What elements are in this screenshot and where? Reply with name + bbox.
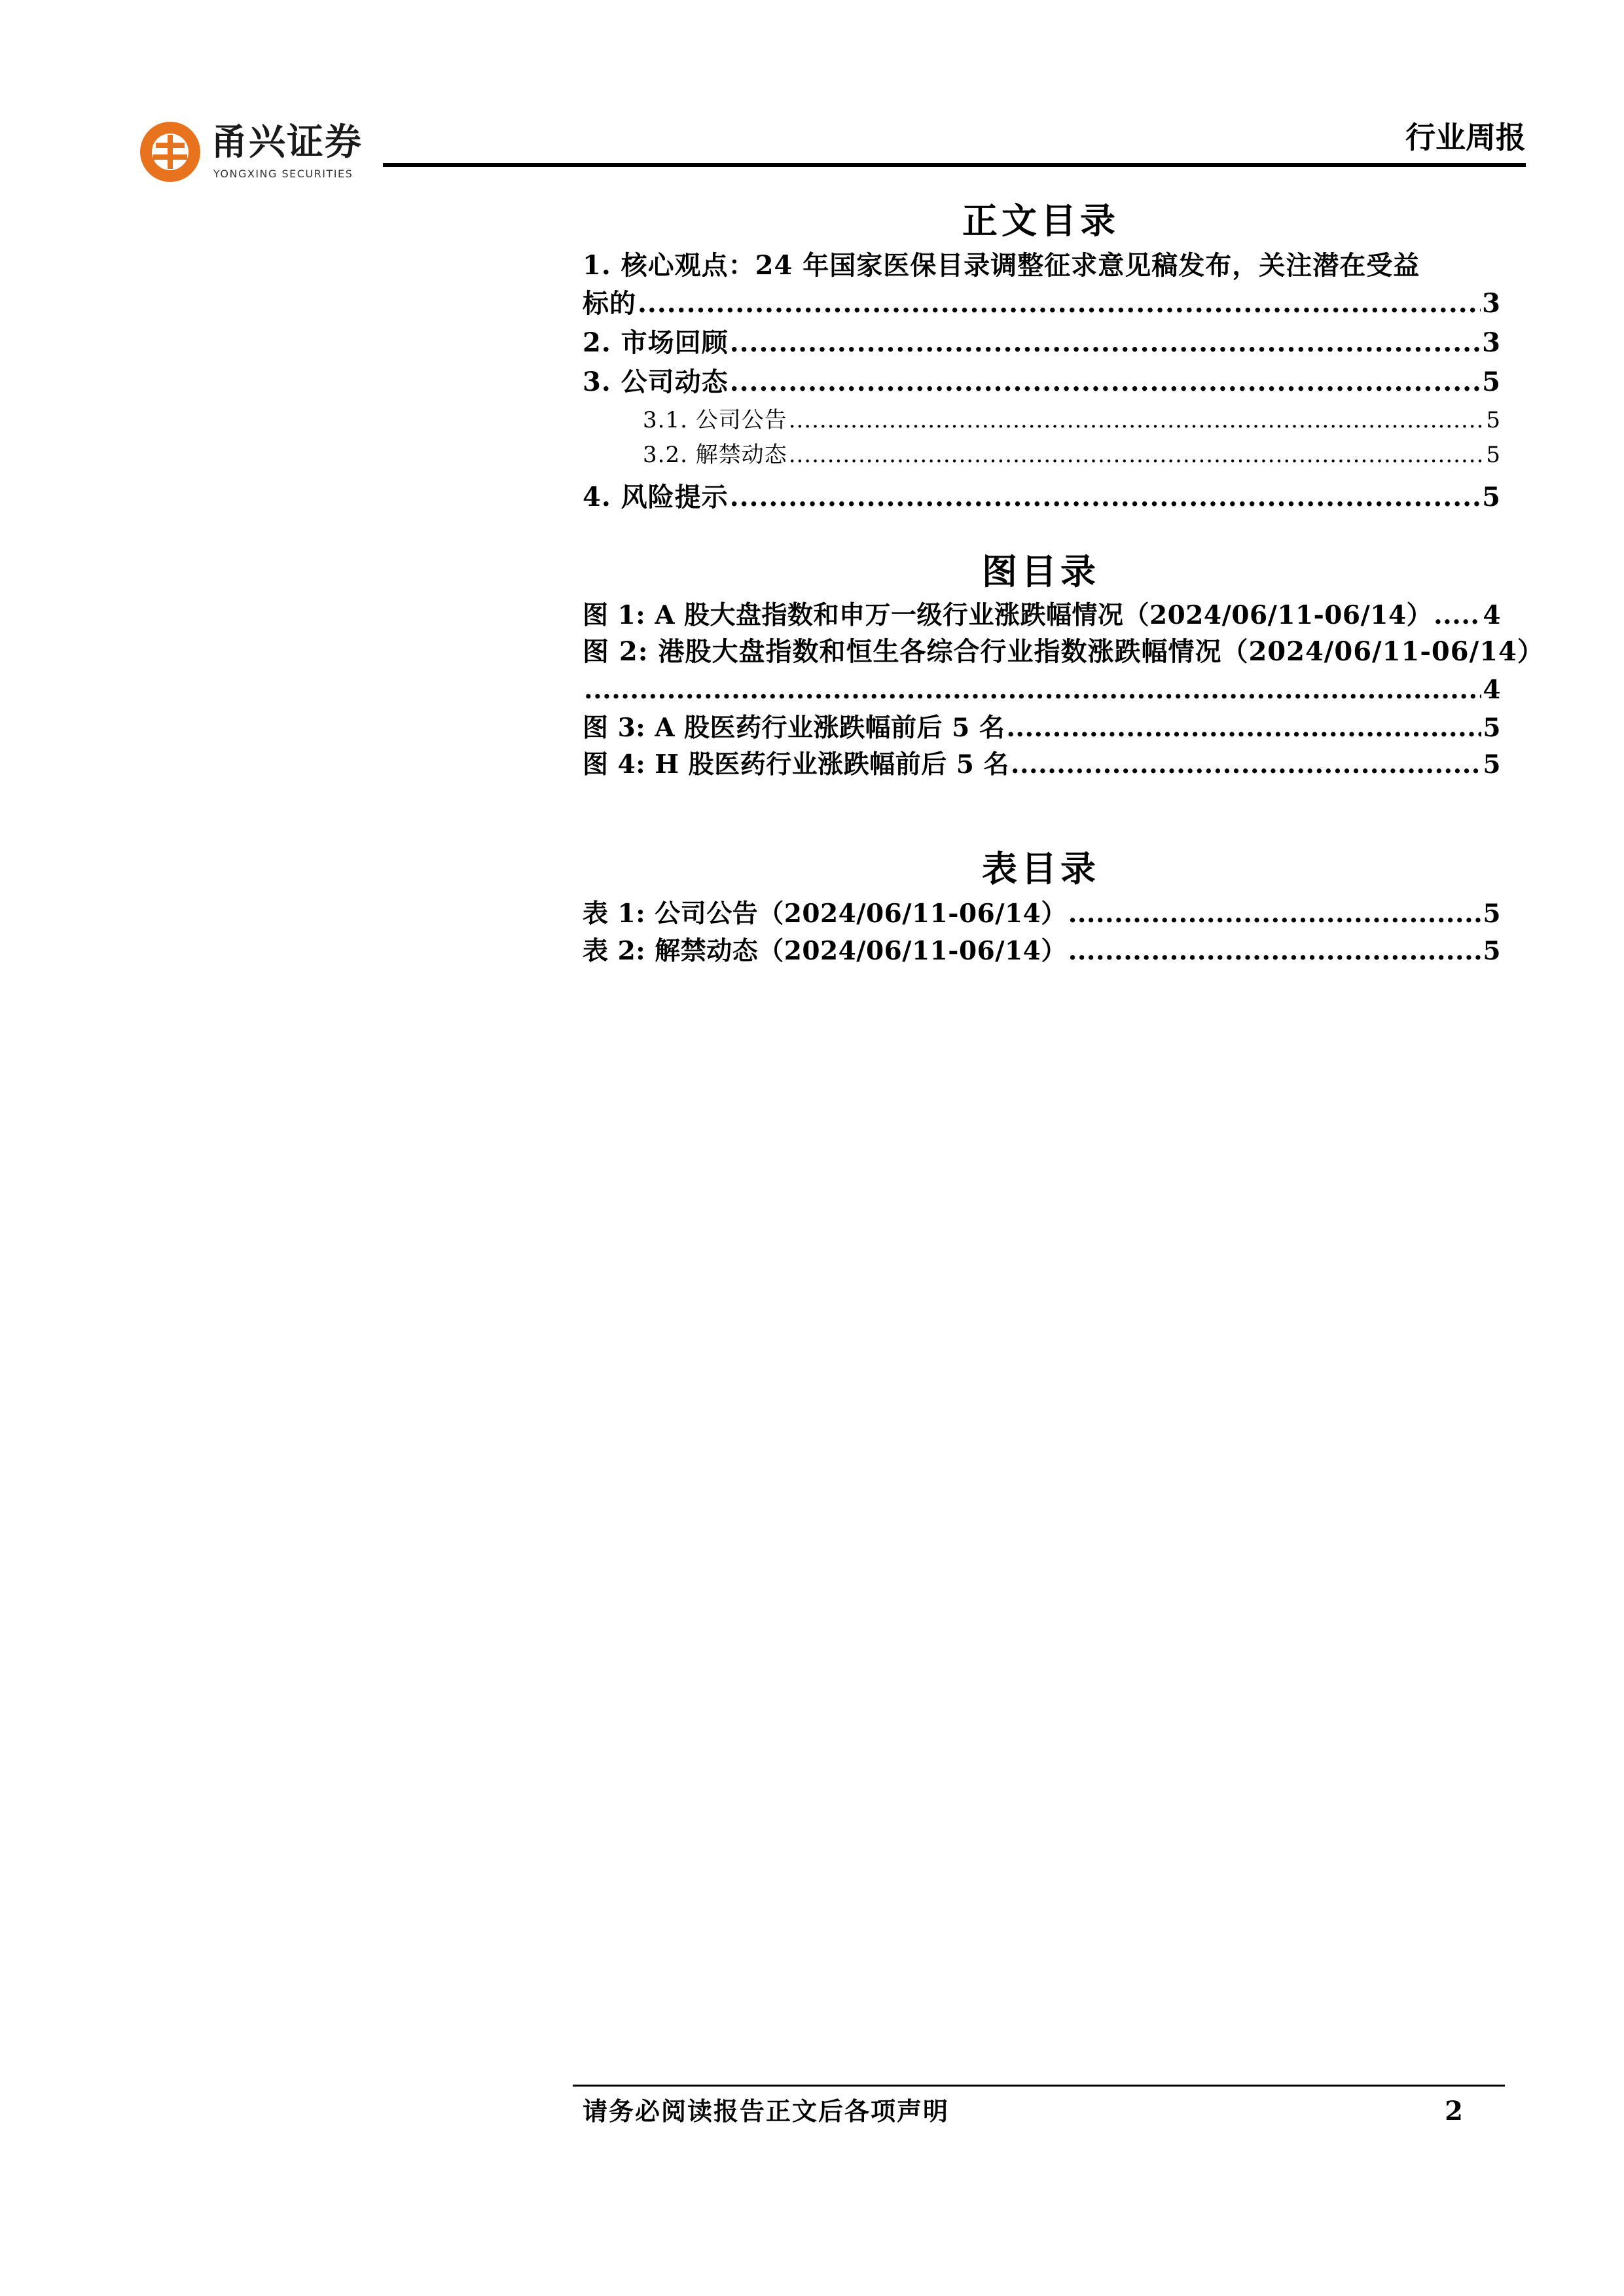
toc-entry-page: 3	[1482, 327, 1501, 358]
dot-leader	[730, 479, 1481, 516]
figure-entry-page: 5	[1483, 713, 1501, 743]
toc-entry-3-1[interactable]	[643, 404, 1501, 437]
toc-entry-2[interactable]	[583, 325, 1501, 361]
dot-leader	[730, 364, 1481, 401]
toc-entry-label: 3.2. 解禁动态	[643, 442, 787, 468]
toc-entry-page: 5	[1486, 407, 1501, 433]
logo-chinese-name: 甬兴证券	[211, 121, 363, 164]
report-type-label: 行业周报	[1405, 120, 1526, 155]
header-divider	[383, 163, 1526, 167]
dot-leader	[1434, 597, 1481, 634]
figure-entry-page: 4	[1483, 600, 1501, 630]
toc-entry-page: 5	[1482, 367, 1501, 397]
figure-entry-page: 4	[1483, 675, 1501, 705]
table-entry-2[interactable]	[583, 933, 1501, 969]
dot-leader	[1011, 746, 1481, 783]
figure-entry-2-line1[interactable]: 图 2: 港股大盘指数和恒生各综合行业指数涨跌幅情况（2024/06/11-06/14）	[583, 636, 1544, 667]
dot-leader	[1068, 895, 1482, 932]
toc-entry-page: 3	[1482, 288, 1501, 319]
footer-divider	[573, 2085, 1505, 2087]
toc-entry-label: 4. 风险提示	[583, 482, 729, 512]
toc-entry-label: 标的	[583, 288, 636, 319]
logo-english-name: YONGXING SECURITIES	[213, 168, 353, 180]
toc-entry-page: 5	[1486, 442, 1501, 468]
table-entry-1[interactable]	[583, 895, 1501, 932]
table-entry-label: 表 2: 解禁动态（2024/06/11-06/14）	[583, 936, 1067, 966]
table-entry-label: 表 1: 公司公告（2024/06/11-06/14）	[583, 899, 1067, 929]
toc-entry-3-2[interactable]	[643, 439, 1501, 471]
toc-entry-3[interactable]	[583, 364, 1501, 401]
logo-mark-icon	[137, 119, 203, 185]
dot-leader	[638, 285, 1481, 322]
toc-entry-page: 5	[1482, 482, 1501, 512]
toc-entry-1-line1[interactable]: 1. 核心观点：24 年国家医保目录调整征求意见稿发布，关注潜在受益	[583, 250, 1420, 281]
toc-tables-title: 表目录	[982, 848, 1100, 889]
dot-leader	[584, 672, 1481, 708]
figure-entry-label: 图 3: A 股医药行业涨跌幅前后 5 名	[583, 713, 1005, 743]
figure-entry-1[interactable]	[583, 597, 1501, 634]
table-entry-page: 5	[1483, 899, 1501, 929]
figure-entry-label: 图 1: A 股大盘指数和申万一级行业涨跌幅情况（2024/06/11-06/14）	[583, 600, 1433, 630]
company-logo	[137, 117, 373, 188]
toc-main-title: 正文目录	[962, 200, 1119, 242]
figure-entry-3[interactable]	[583, 709, 1501, 746]
footer-disclaimer: 请务必阅读报告正文后各项声明	[583, 2096, 950, 2126]
figure-entry-2[interactable]	[583, 672, 1501, 708]
toc-entry-4[interactable]	[583, 479, 1501, 516]
dot-leader	[1006, 709, 1481, 746]
toc-entry-1[interactable]	[583, 285, 1501, 322]
toc-entry-label: 2. 市场回顾	[583, 327, 729, 358]
toc-figures-title: 图目录	[982, 550, 1100, 592]
toc-entry-label: 3. 公司动态	[583, 367, 729, 397]
figure-entry-page: 5	[1483, 749, 1501, 780]
figure-entry-4[interactable]	[583, 746, 1501, 783]
page-number: 2	[1445, 2096, 1463, 2126]
dot-leader	[730, 325, 1481, 361]
dot-leader	[789, 439, 1485, 471]
dot-leader	[789, 404, 1485, 437]
figure-entry-label: 图 4: H 股医药行业涨跌幅前后 5 名	[583, 749, 1009, 780]
dot-leader	[1068, 933, 1482, 969]
toc-entry-label: 3.1. 公司公告	[643, 407, 787, 433]
table-entry-page: 5	[1483, 936, 1501, 966]
